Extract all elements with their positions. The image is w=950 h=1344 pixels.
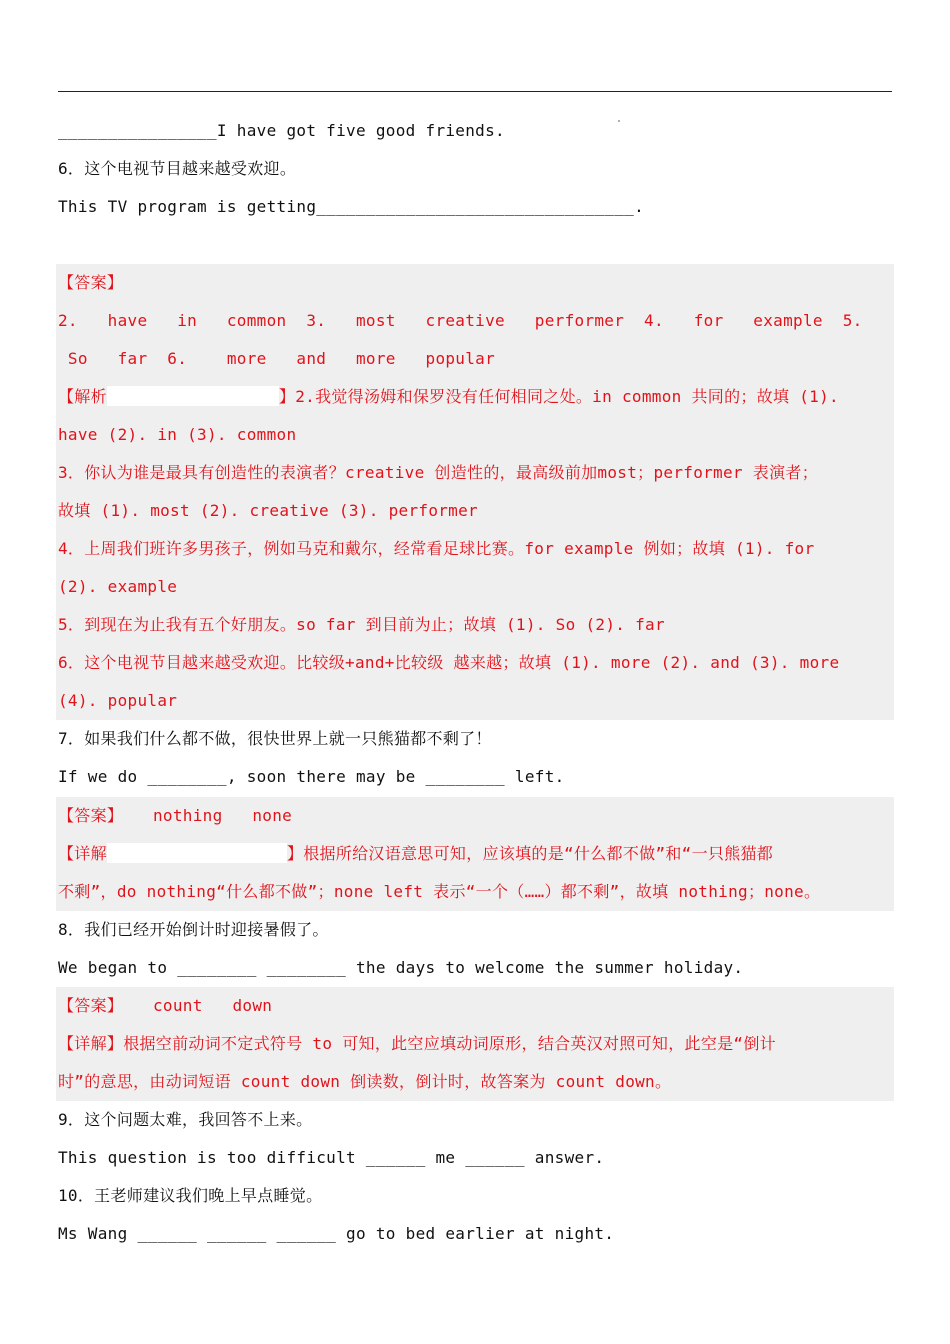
analysis-line-8: 6．这个电视节目越来越受欢迎。比较级+and+比较级 越来越；故填 (1). more (2). and (3). more: [58, 653, 840, 672]
analysis-line-2: have (2). in (3). common: [58, 425, 297, 444]
question-8-english: We began to ________ ________ the days to welcome the summer holiday.: [58, 958, 744, 977]
question-7-chinese: 7．如果我们什么都不做，很快世界上就一只熊猫都不剩了！: [58, 729, 492, 748]
analysis-line-9: (4). popular: [58, 691, 178, 710]
redaction-box: [107, 386, 279, 406]
answer-7: 【答案】 nothing none: [58, 806, 293, 825]
analysis-text: 】2.我觉得汤姆和保罗没有任何相同之处。in common 共同的；故填 (1).: [278, 387, 839, 406]
question-10-chinese: 10．王老师建议我们晚上早点睡觉。: [58, 1186, 323, 1205]
question-9-english: This question is too difficult ______ me ______ answer.: [58, 1148, 605, 1167]
answer-8: 【答案】 count down: [58, 996, 273, 1015]
question-10-english: Ms Wang ______ ______ ______ go to bed earlier at night.: [58, 1224, 615, 1243]
analysis-label: 【解析: [58, 387, 107, 406]
header-rule: [58, 91, 892, 92]
redaction-box: [107, 843, 287, 863]
detail-7-line-1: [58, 835, 892, 873]
answer-line-2: So far 6. more and more popular: [58, 349, 496, 368]
answer-line-1: 2. have in common 3. most creative performer 4. for example 5.: [58, 311, 863, 330]
analysis-line-3: 3．你认为谁是最具有创造性的表演者？creative 创造性的，最高级前加most；performer 表演者；: [58, 463, 818, 482]
blank-sentence: ________________I have got five good friends.: [58, 121, 505, 140]
analysis-line-5: 4．上周我们班许多男孩子，例如马克和戴尔，经常看足球比赛。for example 例如；故填 (1). for: [58, 539, 815, 558]
analysis-line-6: (2). example: [58, 577, 178, 596]
analysis-line-4: 故填 (1). most (2). creative (3). performer: [58, 501, 478, 520]
detail-8-line-1: 【详解】根据空前动词不定式符号 to 可知，此空应填动词原形，结合英汉对照可知，此空是“倒计: [58, 1034, 776, 1053]
question-9-chinese: 9．这个问题太难，我回答不上来。: [58, 1110, 313, 1129]
analysis-line-1: [58, 378, 892, 416]
analysis-line-7: 5．到现在为止我有五个好朋友。so far 到目前为止；故填 (1). So (2). far: [58, 615, 665, 634]
detail-7-line-2: 不剩”，do nothing“什么都不做”；none left 表示“一个（……）都不剩”，故填 nothing；none。: [58, 882, 821, 901]
question-8-chinese: 8．我们已经开始倒计时迎接暑假了。: [58, 920, 329, 939]
question-6-english: This TV program is getting________________________________.: [58, 197, 645, 216]
question-6-chinese: 6．这个电视节目越来越受欢迎。: [58, 159, 297, 178]
detail-label: 【详解: [58, 844, 107, 863]
question-7-english: If we do ________, soon there may be ________ left.: [58, 767, 565, 786]
detail-text: 】根据所给汉语意思可知，应该填的是“什么都不做”和“一只熊猫都: [286, 844, 774, 863]
answer-label: 【答案】: [58, 273, 124, 292]
detail-8-line-2: 时”的意思，由动词短语 count down 倒读数，倒计时，故答案为 count down。: [58, 1072, 672, 1091]
